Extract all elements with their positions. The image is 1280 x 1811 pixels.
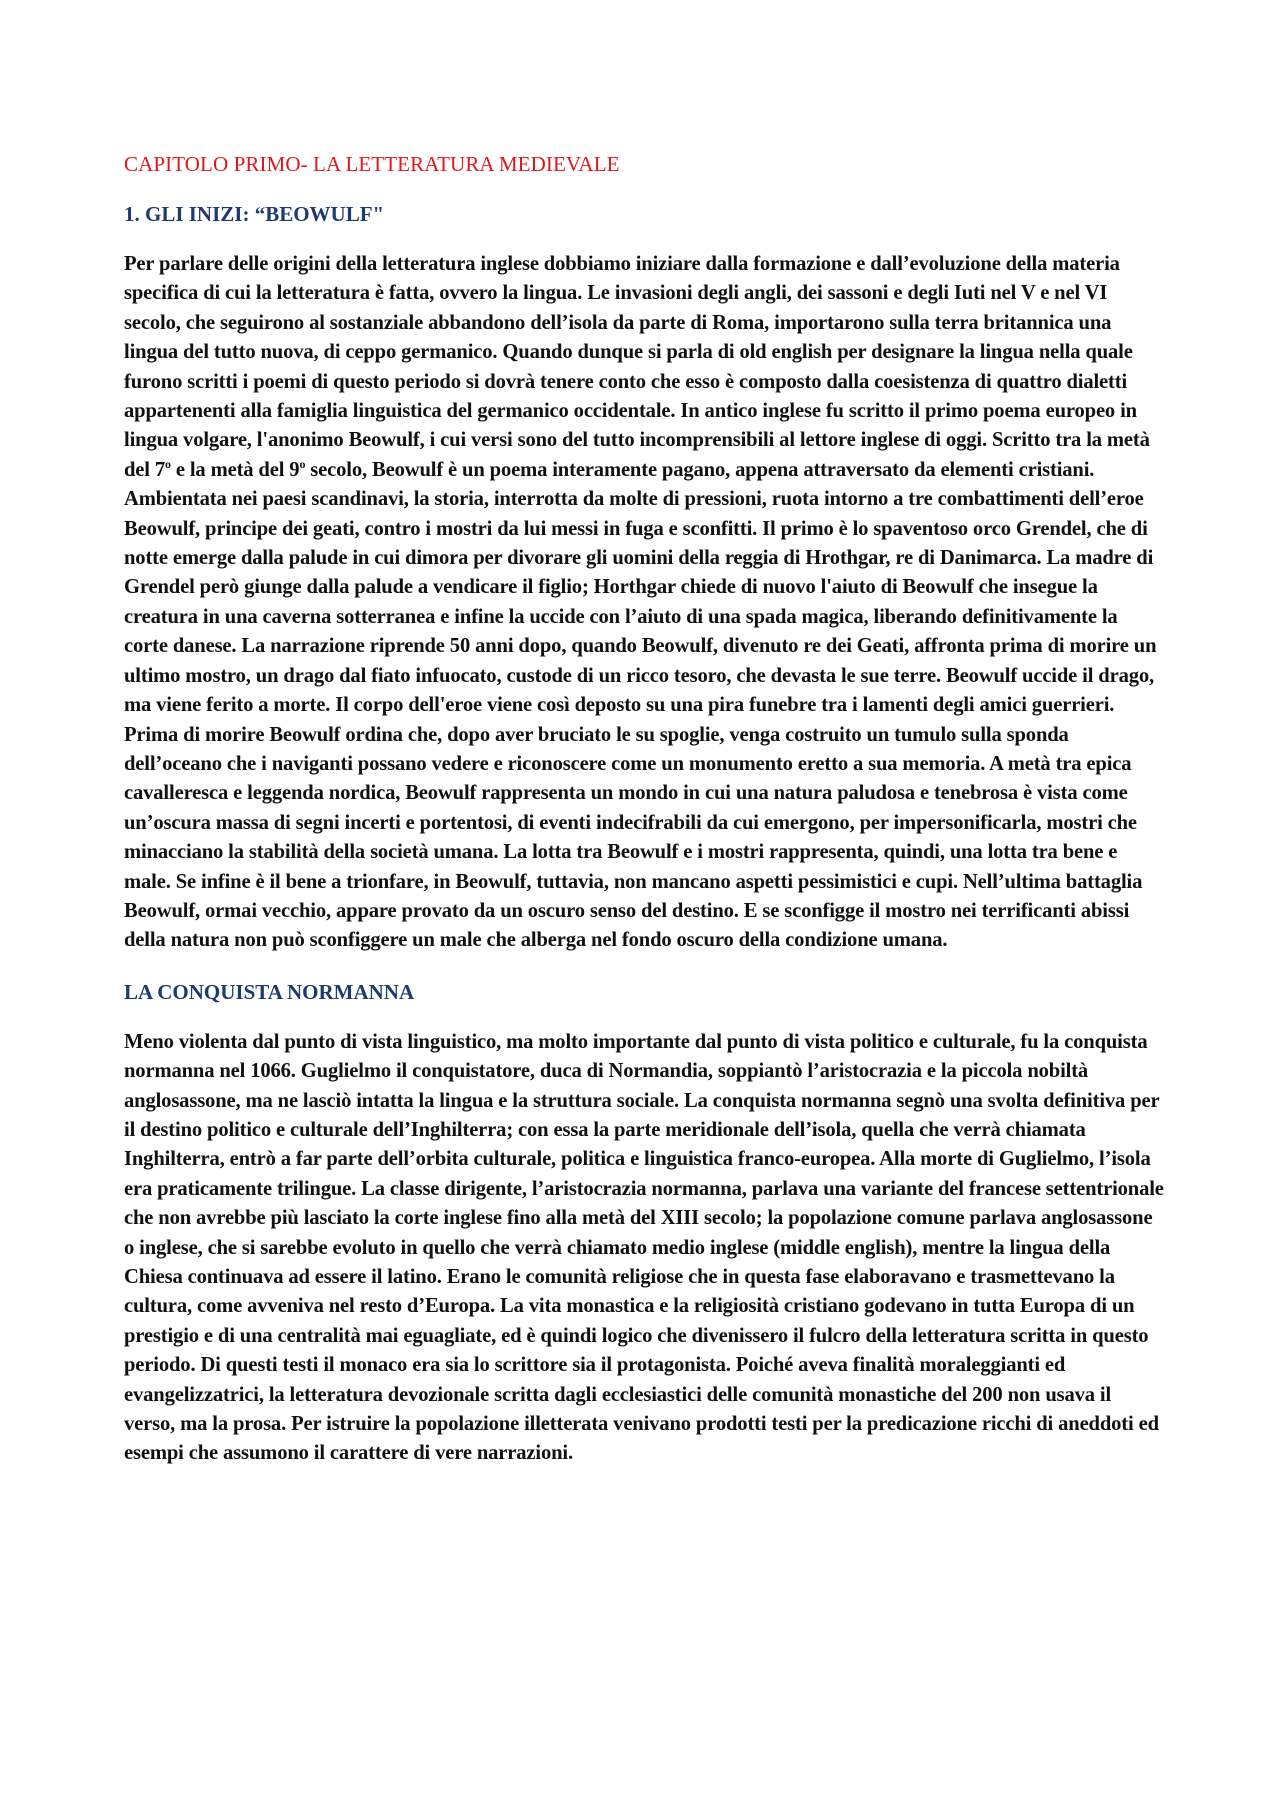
section-title-conquista: LA CONQUISTA NORMANNA bbox=[124, 979, 415, 1004]
paragraph-beowulf-part-c: secolo, Beowulf è un poema interamente pagano, appena attraversato da elementi cristiani. Ambientata nei paesi scandinavi, la storia, interrotta da molte di pressioni, ruota intorno a tre combattimenti dell’eroe Beowulf, principe dei geati, contro i mostri da lui messi in fuga e sconfitti. Il primo è lo spaventoso orco Grendel, che di notte emerge dalla palude in cui dimora per divorare gli uomini della reggia di Hrothgar, re di Danimarca. La madre di Grendel però giunge dalla palude a vendicare il figlio; Horthgar chiede di nuovo l'aiuto di Beowulf che insegue la creatura in una caverna sotterranea e infine la uccide con l’aiuto di una spada magica, liberando definitivamente la corte danese. La narrazione riprende 50 anni dopo, quando Beowulf, divenuto re dei Geati, affronta prima di morire un ultimo mostro, un drago dal fiato infuocato, custode di un ricco tesoro, che devasta le sue terre. Beowulf uccide il drago, ma viene ferito a morte. Il corpo dell'eroe viene così deposto su una pira funebre tra i lamenti degli amici guerrieri. Prima di morire Beowulf ordina che, dopo aver bruciato le su spoglie, venga costruito un tumulo sulla sponda dell’oceano che i naviganti possano vedere e riconoscere come un monumento eretto a sua memoria. A metà tra epica cavalleresca e leggenda nordica, Beowulf rappresenta un mondo in cui una natura paludosa e tenebrosa è vista come un’oscura massa di segni incerti e portentosi, di eventi indecifrabili da cui emergono, per impersonificarla, mostri che minacciano la stabilità della società umana. La lotta tra Beowulf e i mostri rappresenta, quindi, una lotta tra bene e male. Se infine è il bene a trionfare, in Beowulf, tuttavia, non mancano aspetti pessimistici e cupi. Nell’ultima battaglia Beowulf, ormai vecchio, appare provato da un oscuro senso del destino. E se sconfigge il mostro nei terrificanti abissi della natura non può sconfiggere un male che alberga nel fondo oscuro della condizione umana. bbox=[124, 458, 1157, 952]
section-title-beowulf bbox=[124, 200, 1164, 228]
chapter-title: CAPITOLO PRIMO- LA LETTERATURA MEDIEVALE bbox=[124, 152, 620, 176]
section-number: 1. bbox=[124, 202, 140, 226]
paragraph-beowulf-part-a: Per parlare delle origini della letteratura inglese dobbiamo iniziare dalla formazione e dall’evoluzione della materia specifica di cui la letteratura è fatta, ovvero la lingua. Le invasioni degli angli, dei sassoni e degli Iuti nel V e nel VI secolo, che seguirono al sostanziale abbandono dell’isola da parte di Roma, importarono sulla terra britannica una lingua del tutto nuova, di ceppo germanico. Quando dunque si parla di old english per designare la lingua nella quale furono scritti i poemi di questo periodo si dovrà tenere conto che esso è composto dalla coesistenza di quattro dialetti appartenenti alla famiglia linguistica del germanico occidentale. In antico inglese fu scritto il primo poema europeo in lingua volgare, l'anonimo Beowulf, i cui versi sono del tutto incomprensibili al lettore inglese di oggi. Scritto tra la metà del 7 bbox=[124, 253, 1150, 481]
document-page bbox=[124, 150, 1164, 1491]
paragraph-beowulf bbox=[124, 250, 1164, 956]
ordinal-superscript: o bbox=[299, 456, 306, 471]
section-title-text: GLI INIZI: “BEOWULF" bbox=[145, 202, 385, 226]
paragraph-conquista: Meno violenta dal punto di vista linguistico, ma molto importante dal punto di vista politico e culturale, fu la conquista normanna nel 1066. Guglielmo il conquistatore, duca di Normandia, soppiantò l’aristocrazia e la piccola nobiltà anglosassone, ma ne lasciò intatta la lingua e la struttura sociale. La conquista normanna segnò una svolta definitiva per il destino politico e culturale dell’Inghilterra; con essa la parte meridionale dell’isola, quella che verrà chiamata Inghilterra, entrò a far parte dell’orbita culturale, politica e linguistica franco-europea. Alla morte di Guglielmo, l’isola era praticamente trilingue. La classe dirigente, l’aristocrazia normanna, parlava una variante del francese settentrionale che non avrebbe più lasciato la corte inglese fino alla metà del XIII secolo; la popolazione comune parlava anglosassone o inglese, che si sarebbe evoluto in quello che verrà chiamato medio inglese (middle english), mentre la lingua della Chiesa continuava ad essere il latino. Erano le comunità religiose che in questa fase elaboravano e trasmettevano la cultura, come avveniva nel resto d’Europa. La vita monastica e la religiosità cristiano godevano in tutta Europa di un prestigio e di una centralità mai eguagliate, ed è quindi logico che divenissero il fulcro della letteratura scritta in questo periodo. Di questi testi il monaco era sia lo scrittore sia il protagonista. Poiché aveva finalità moraleggianti ed evangelizzatrici, la letteratura devozionale scritta dagli ecclesiastici delle comunità monastiche del 200 non usava il verso, ma la prosa. Per istruire la popolazione illetterata venivano prodotti testi per la predicazione ricchi di aneddoti ed esempi che assumono il carattere di vere narrazioni. bbox=[124, 1030, 1164, 1465]
ordinal-superscript: o bbox=[165, 456, 171, 471]
paragraph-beowulf-part-b: e la metà del 9 bbox=[170, 458, 300, 481]
